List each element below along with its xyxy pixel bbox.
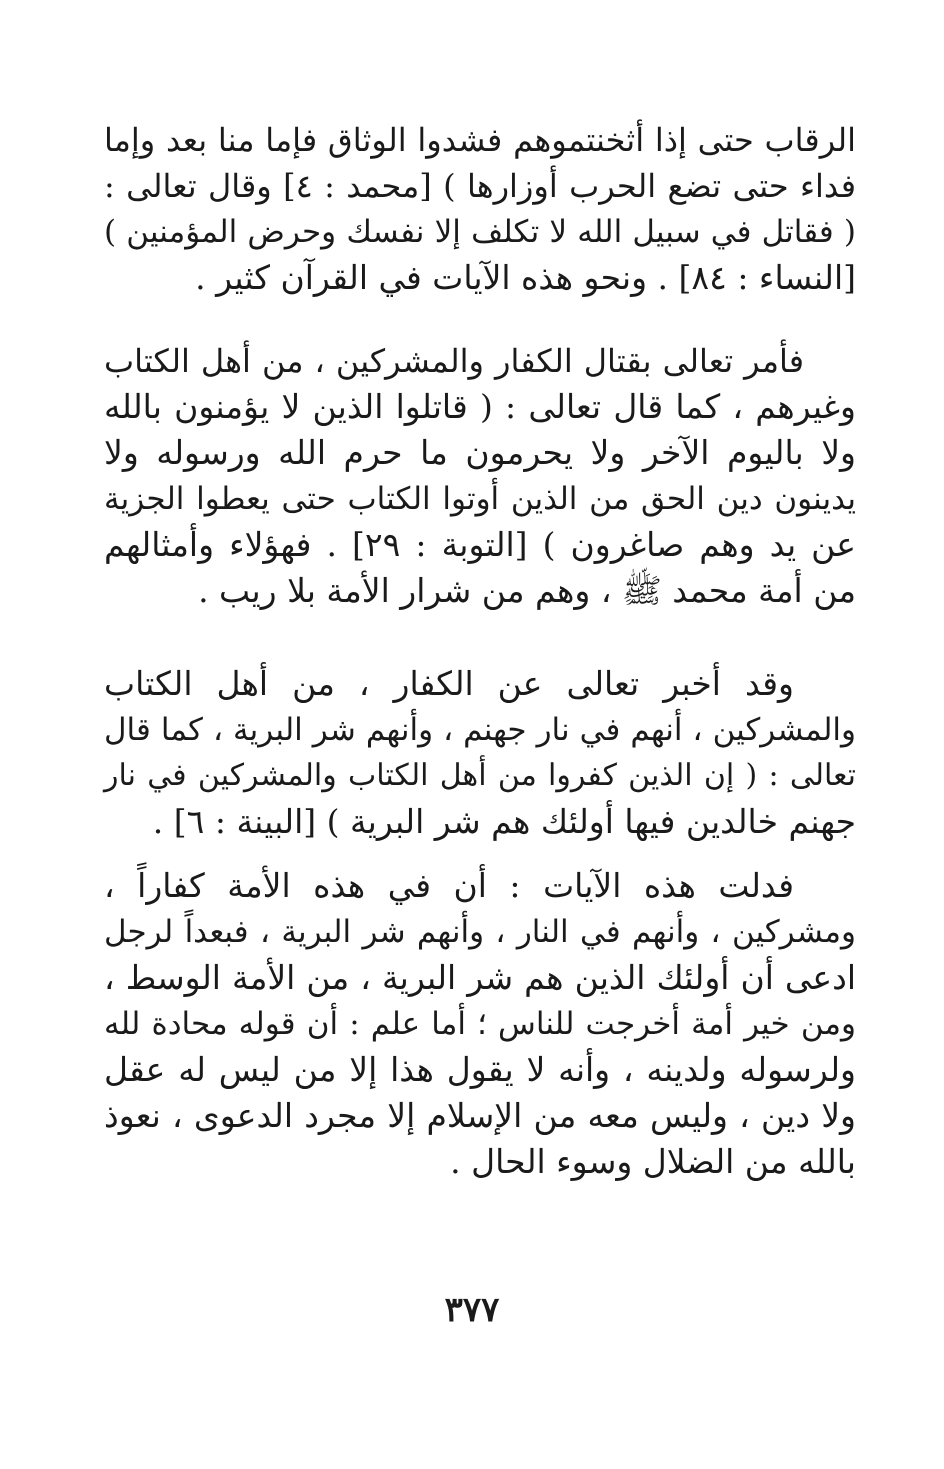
text-line: وقد أخبر تعالى عن الكفار ، من أهل الكتاب — [104, 664, 794, 703]
text-line: بالله من الضلال وسوء الحال . — [450, 1142, 856, 1181]
text-line: ( فقاتل في سبيل الله لا تكلف إلا نفسك وحرض المؤمنين ) — [104, 214, 856, 250]
text-line: ولا دين ، وليس معه من الإسلام إلا مجرد الدعوى ، نعوذ — [104, 1096, 856, 1135]
paragraph-2 — [104, 338, 856, 614]
text-line: عن يد وهم صاغرون ) [التوبة : ٢٩] . فهؤلاء وأمثالهم — [104, 525, 856, 564]
text-line: ولرسوله ولدينه ، وأنه لا يقول هذا إلا من ليس له عقل — [104, 1050, 856, 1089]
text-line: ومن خير أمة أخرجت للناس ؛ أما علم : أن قوله محادة لله — [104, 1006, 856, 1042]
text-line: الرقاب حتى إذا أثخنتموهم فشدوا الوثاق فإما منا بعد وإما — [104, 121, 857, 159]
text-line: من أمة محمد ﷺ ، وهم من شرار الأمة بلا ريب . — [198, 571, 856, 610]
text-line: ادعى أن أولئك الذين هم شر البرية ، من الأمة الوسط ، — [104, 958, 856, 997]
text-line: جهنم خالدين فيها أولئك هم شر البرية ) [البينة : ٦] . — [152, 802, 856, 841]
text-line: فداء حتى تضع الحرب أوزارها ) [محمد : ٤] وقال تعالى : — [104, 167, 857, 205]
text-line: تعالى : ( إن الذين كفروا من أهل الكتاب والمشركين في نار — [104, 758, 856, 793]
paragraph-4 — [104, 863, 856, 1185]
text-line: ولا باليوم الآخر ولا يحرمون ما حرم الله ورسوله ولا — [104, 433, 856, 472]
text-line: فدلت هذه الآيات : أن في هذه الأمة كفاراً ، — [104, 866, 794, 905]
text-line: والمشركين ، أنهم في نار جهنم ، وأنهم شر البرية ، كما قال — [104, 712, 856, 748]
text-line: ومشركين ، وأنهم في النار ، وأنهم شر البرية ، فبعداً لرجل — [104, 914, 856, 950]
page-number: ٣٧٧ — [444, 1290, 500, 1330]
paragraph-1 — [104, 117, 856, 301]
text-line: فأمر تعالى بقتال الكفار والمشركين ، من أهل الكتاب — [104, 342, 804, 380]
text-line: يدينون دين الحق من الذين أوتوا الكتاب حتى يعطوا الجزية — [104, 481, 856, 517]
text-line: وغيرهم ، كما قال تعالى : ( قاتلوا الذين لا يؤمنون بالله — [104, 387, 856, 426]
paragraph-3 — [104, 661, 856, 845]
text-line: [النساء : ٨٤] . ونحو هذه الآيات في القرآن كثير . — [195, 258, 856, 297]
